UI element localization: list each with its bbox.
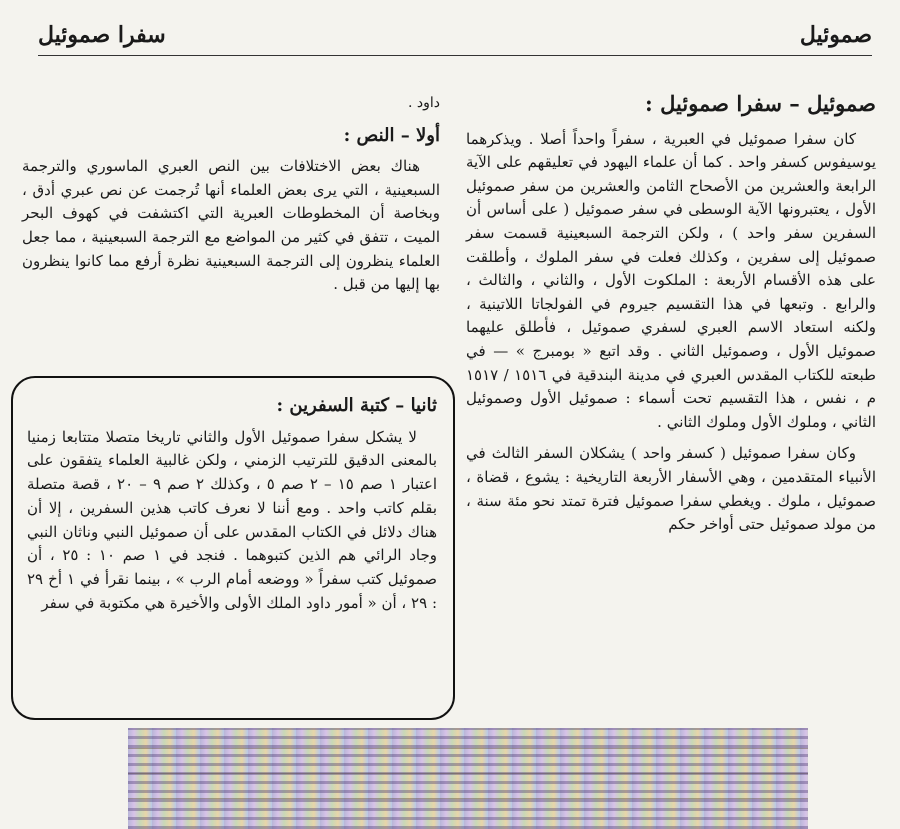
paragraph-authors: لا يشكل سفرا صموئيل الأول والثاني تاريخا متصلا متتابعا زمنيا بالمعنى الدقيق للترتيب الزمني ، ولكن غالبية العلماء يتفقون على اعتبار ١ صم ١٥ – ٢ صم ٥ ، وكذلك ٢ صم ٩ – ٢٠ ، قصة متصلة بقلم كاتب واحد . ومع أننا لا نعرف كاتب هذين السفرين ، إلا أن هناك دلائل في الكتاب المقدس على أن صموئيل النبي وناثان النبي وجاد الرائي هم الذين كتبوهما . فنجد في ١ صم ١٠ : ٢٥ ، أن صموئيل كتب سفراً « ووضعه أمام الرب » ، بينما نقرأ في ١ أخ ٢٩ : ٢٩ ، أن « أمور داود الملك الأولى والأخيرة هي مكتوبة في سفر [27,427,438,612]
left-column [22,92,440,305]
boxed-section [11,376,455,720]
scroll-text-line [128,748,808,749]
section-heading-authors: ثانيا – كتبة السفرين : [276,395,437,416]
scroll-image [128,728,808,829]
scroll-text-line [128,798,808,799]
running-head-right: صموئيل [799,22,872,48]
continued-word: داود . [407,95,440,111]
section-title-samuel: صموئيل – سفرا صموئيل : [645,91,876,116]
right-column [466,92,876,545]
paragraph-text: هناك بعض الاختلافات بين النص العبري الماسوري والترجمة السبعينية ، التي يرى بعض العلماء أنها تُرجمت عن نص عبري أدق ، وبخاصة أن المخطوطات العبرية التي اكتشفت في كهوف البحر الميت ، تتفق في كثير من المواضع مع الترجمة السبعينية ، مما جعل العلماء ينظرون إلى الترجمة السبعينية نظرة أرفع مما كانوا ينظرون بها إليها من قبل . [22,157,440,294]
header-rule [38,55,872,56]
section-heading-text: أولا – النص : [343,124,440,146]
scroll-text-line [128,773,808,774]
paragraph-1: كان سفرا صموئيل في العبرية ، سفراً واحداً أصلا . ويذكرهما يوسيفوس كسفر واحد . كما أن علماء اليهود في تعليقهم على الآية الرابعة والعشرين من الأصحاح الثامن والعشرين من سفر صموئيل الأول ، يعتبرونها الآية الوسطى في سفر صموئيل ( على أساس أن السفرين سفر واحد ) ، ولكن الترجمة السبعينية قسمت سفر صموئيل إلى سفرين ، وكذلك فعلت في سفر الملوك ، وأطلقت على هذه الأقسام الأربعة : الملكوت الأول ، والثاني ، والثالث ، والرابع . وتبعها في هذا التقسيم جيروم في الفولجاتا اللاتينية ، ولكنه استعاد الاسم العبري لسفري صموئيل ، فأطلق عليهما صموئيل الأول ، وصموئيل الثاني . وقد اتبع « بومبرج » — في طبعته للكتاب المقدس العبري في مدينة البندقية في ١٥١٦ / ١٥١٧ م ، نفس ، هذا التقسيم تحت أسماء : صموئيل الأول وصموئيل الثاني ، وملوك الأول وملوك الثاني . [466,129,876,431]
paragraph-2: وكان سفرا صموئيل ( كسفر واحد ) يشكلان السفر الثالث في الأنبياء المتقدمين ، وهي الأسفار الأربعة التاريخية : يشوع ، قضاة ، صموئيل ، ملوك . ويغطي سفرا صموئيل فترة تمتد نحو مئة سنة ، من مولد صموئيل حتى أواخر حكم [466,444,876,534]
running-head-left: سفرا صموئيل [38,22,166,48]
